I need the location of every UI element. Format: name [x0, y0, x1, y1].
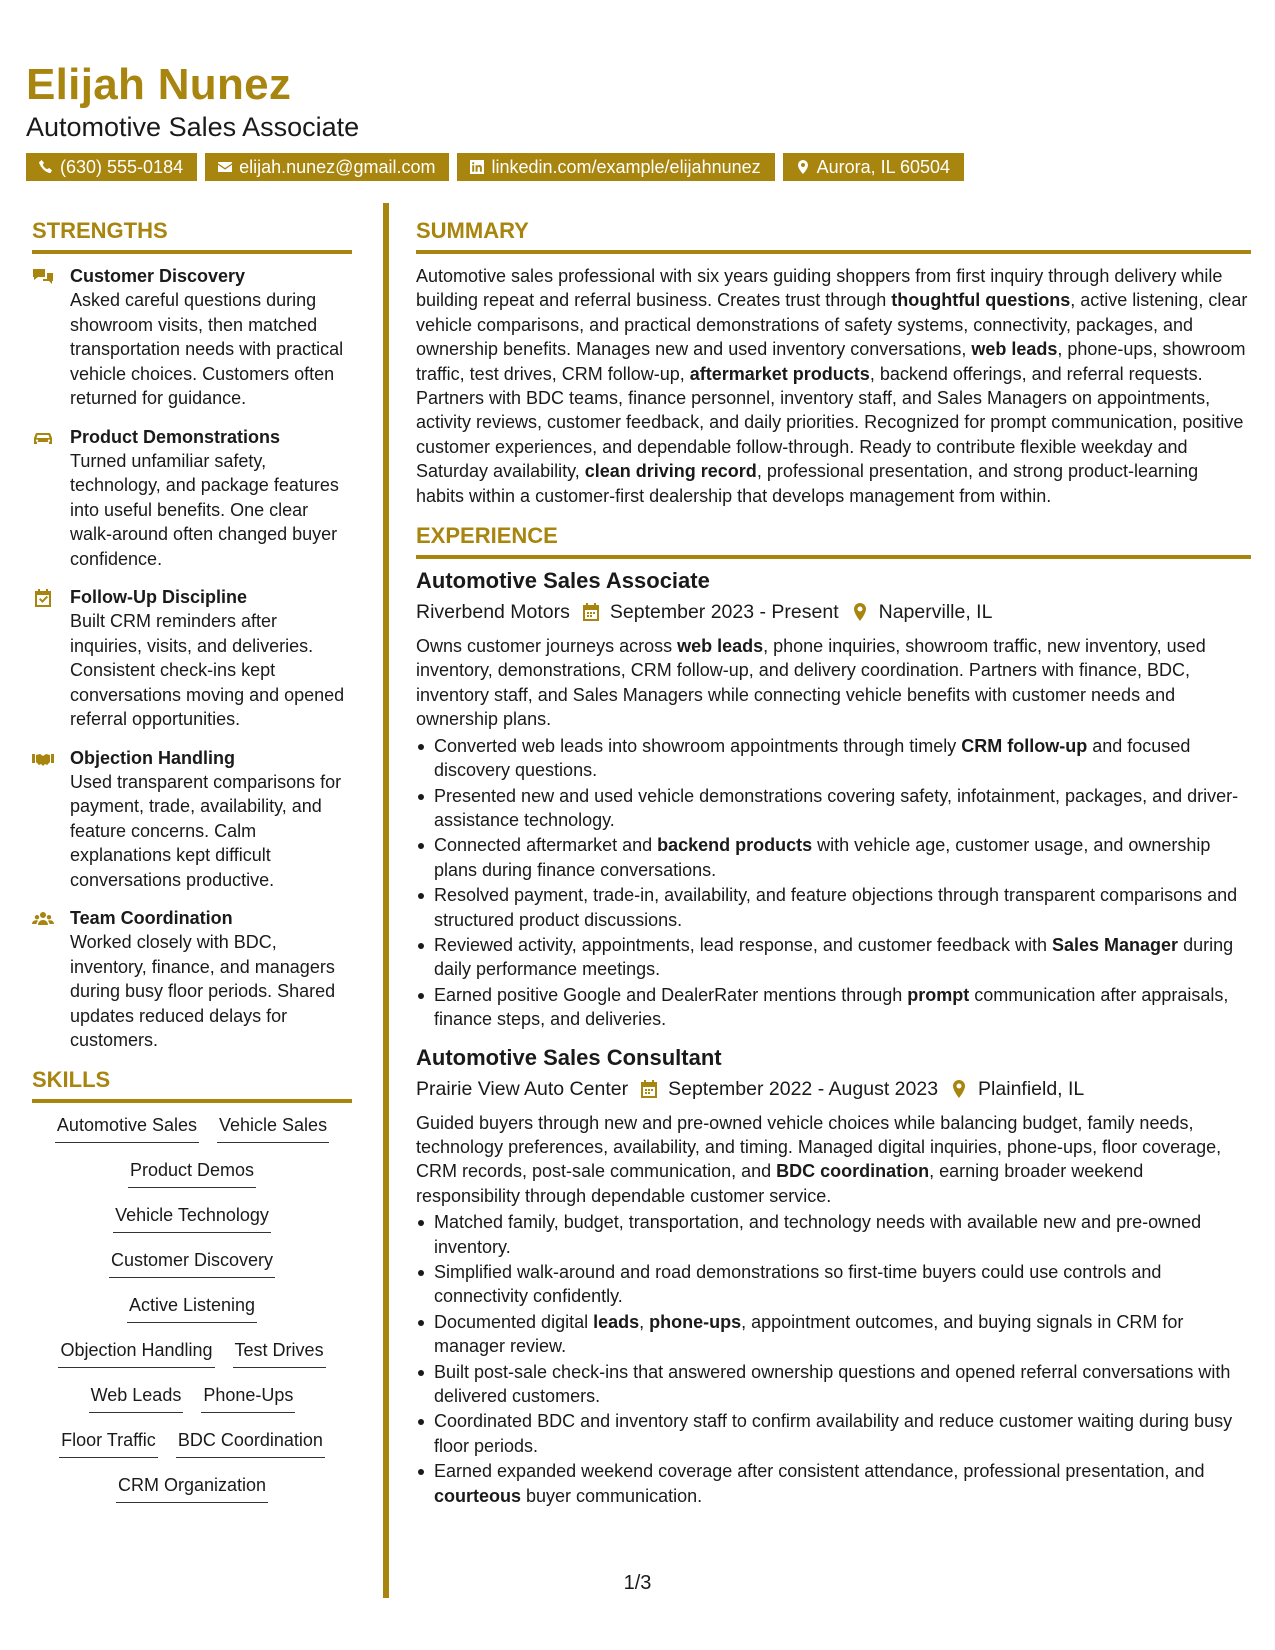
job-bullets	[416, 1210, 1251, 1508]
text-run: buyer communication.	[521, 1485, 703, 1506]
bullet-item	[416, 1409, 1251, 1458]
bullet-item	[416, 734, 1251, 783]
job-company: Prairie View Auto Center	[416, 1077, 629, 1100]
skill-tag: Customer Discovery	[109, 1248, 275, 1278]
skill-row	[32, 1158, 352, 1203]
job-description	[416, 634, 1251, 732]
bold-text: CRM follow-up	[961, 735, 1088, 756]
column-divider	[383, 203, 389, 1598]
skill-tag: Web Leads	[89, 1383, 184, 1413]
skill-row	[32, 1203, 352, 1248]
strength-title: Follow-Up Discipline	[70, 587, 248, 607]
job-company: Riverbend Motors	[416, 601, 570, 624]
bold-text: thoughtful questions	[891, 290, 1071, 311]
bold-text: aftermarket products	[689, 363, 870, 384]
text-run: Guided buyers through new and pre-owned vehicle choices while balancing budget, family needs, technology preferences, availability, and timing. Managed digital inquiries, phone-ups, floor coverage, CRM records, post-sale communication, and	[416, 1112, 1222, 1182]
resume-name: Elijah Nunez	[26, 60, 292, 109]
skill-tag: Automotive Sales	[55, 1113, 199, 1143]
contact-email-text: elijah.nunez@gmail.com	[239, 156, 436, 177]
strength-item	[32, 906, 352, 1053]
strength-desc: Turned unfamiliar safety, technology, and package features into useful benefits. One clear walk-around often changed buyer confidence.	[70, 450, 339, 569]
bullet-item	[416, 983, 1251, 1032]
bullet-item	[416, 1360, 1251, 1409]
bold-text: courteous	[434, 1485, 522, 1506]
contact-phone-text: (630) 555-0184	[60, 156, 184, 177]
chat-bubbles-icon	[32, 267, 54, 287]
skill-row	[32, 1338, 352, 1383]
text-run: Presented new and used vehicle demonstrations covering safety, infotainment, packages, and driver-assistance technology.	[434, 785, 1239, 830]
text-run: Resolved payment, trade-in, availability, and feature objections through transparent comparisons and structured product discussions.	[434, 885, 1238, 930]
text-run: Matched family, budget, transportation, and technology needs with available new and pre-owned inventory.	[434, 1212, 1202, 1257]
contact-location-text: Aurora, IL 60504	[816, 156, 951, 177]
skill-tag: Test Drives	[233, 1338, 326, 1368]
text-run: Automotive sales professional with six years guiding shoppers from first inquiry through delivery while building repeat and referral business. Creates trust through	[416, 266, 1223, 311]
skills-list	[32, 1113, 352, 1518]
job-description	[416, 1111, 1251, 1209]
text-run: Simplified walk-around and road demonstrations so first-time buyers could use controls and connectivity confidently.	[434, 1262, 1162, 1307]
strength-item	[32, 264, 352, 411]
job-title: Automotive Sales Associate	[416, 568, 710, 594]
strength-desc: Used transparent comparisons for payment, trade, availability, and feature concerns. Calm explanations kept difficult conversations productive.	[70, 771, 342, 890]
bullet-item	[416, 883, 1251, 932]
text-run: , phone inquiries, showroom traffic, new inventory, used inventory, demonstrations, CRM follow-up, and delivery coordination. Partners with finance, BDC, inventory staff, and Sales Managers while connecting vehicle benefits with customer needs and ownership plans.	[416, 636, 1206, 730]
bold-text: BDC coordination	[776, 1161, 930, 1182]
left-column	[32, 218, 352, 1518]
strength-item	[32, 425, 352, 572]
map-pin-icon	[795, 159, 811, 175]
job-dates: September 2022 - August 2023	[668, 1077, 939, 1100]
skill-row	[32, 1113, 352, 1158]
text-run: with vehicle age, customer usage, and ownership plans during finance conversations.	[434, 835, 1211, 880]
bullet-item	[416, 1310, 1251, 1359]
bullet-item	[416, 1210, 1251, 1259]
calendar-check-icon	[32, 588, 54, 608]
text-run: Documented digital	[434, 1311, 594, 1332]
page-number: 1/3	[623, 1572, 652, 1594]
skill-row	[32, 1248, 352, 1293]
contact-bar	[26, 153, 964, 181]
skill-row	[32, 1383, 352, 1428]
strength-title: Product Demonstrations	[70, 426, 281, 447]
calendar-icon	[640, 1079, 658, 1099]
text-run: , active listening, clear vehicle comparisons, and practical demonstrations of safety systems, connectivity, packages, and ownership benefits. Manages new and used inventory conversations,	[416, 290, 1248, 360]
strength-item	[32, 585, 352, 732]
skill-row	[32, 1428, 352, 1473]
bullet-item	[416, 1260, 1251, 1309]
skill-tag: CRM Organization	[116, 1473, 268, 1503]
text-run: Converted web leads into showroom appointments through timely	[434, 735, 962, 756]
phone-icon	[38, 159, 54, 175]
text-run: , professional presentation, and strong product-learning habits within a customer-first dealership that develops management from within.	[416, 461, 1199, 506]
bullet-item	[416, 1459, 1251, 1508]
linkedin-icon	[469, 159, 485, 175]
map-pin-icon	[851, 602, 869, 622]
contact-linkedin[interactable]	[457, 153, 774, 181]
text-run: Coordinated BDC and inventory staff to confirm availability and reduce customer waiting during busy floor periods.	[434, 1411, 1233, 1456]
users-icon	[32, 909, 54, 929]
skill-tag: Phone-Ups	[201, 1383, 295, 1413]
skill-tag: Floor Traffic	[59, 1428, 158, 1458]
text-run: , appointment outcomes, and buying signals in CRM for manager review.	[434, 1311, 1184, 1357]
job-entry	[416, 567, 1251, 1032]
skill-tag: Product Demos	[128, 1158, 256, 1188]
job-location: Plainfield, IL	[978, 1077, 1085, 1100]
job-entry	[416, 1044, 1251, 1509]
text-run: Owns customer journeys across	[416, 636, 678, 657]
text-run: and focused discovery questions.	[434, 735, 1191, 781]
map-pin-icon	[950, 1079, 968, 1099]
summary-heading: SUMMARY	[416, 218, 1251, 254]
text-run: , backend offerings, and referral requests. Partners with BDC teams, finance personnel, inventory staff, and Sales Managers on appointments, activity reviews, customer feedback, and daily priorities. Recognized for prompt communication, positive customer experiences, and dependable follow-through. Ready to contribute flexible weekday and Saturday availability,	[416, 363, 1244, 482]
text-run: , earning broader weekend responsibility through dependable customer service.	[416, 1161, 1144, 1206]
strength-title: Customer Discovery	[70, 266, 246, 286]
strength-desc: Asked careful questions during showroom visits, then matched transportation needs with practical vehicle choices. Customers often returned for guidance.	[70, 290, 344, 408]
text-run: , phone-ups, showroom traffic, test drives, CRM follow-up,	[416, 339, 1246, 384]
text-run: during daily performance meetings.	[434, 934, 1234, 980]
skill-tag: Vehicle Technology	[113, 1203, 271, 1233]
strengths-heading: STRENGTHS	[32, 218, 352, 254]
bold-text: web leads	[971, 339, 1058, 360]
bold-text: backend products	[657, 835, 813, 856]
contact-location[interactable]	[783, 153, 964, 181]
skill-row	[32, 1293, 352, 1338]
contact-linkedin-text: linkedin.com/example/elijahnunez	[491, 156, 761, 177]
right-column	[416, 218, 1251, 1520]
car-icon	[32, 428, 54, 448]
text-run: Earned positive Google and DealerRater mentions through	[434, 984, 908, 1005]
handshake-icon	[32, 749, 54, 769]
bold-text: web leads	[677, 636, 764, 657]
strength-desc: Built CRM reminders after inquiries, visits, and deliveries. Consistent check-ins kept conversations moving and opened referral opportunities.	[70, 611, 345, 729]
text-run: Earned expanded weekend coverage after consistent attendance, professional presentation, and	[434, 1461, 1205, 1482]
calendar-icon	[582, 602, 600, 622]
job-location: Naperville, IL	[878, 601, 993, 624]
experience-heading: EXPERIENCE	[416, 523, 1251, 559]
bullet-item	[416, 784, 1251, 833]
job-dates: September 2023 - Present	[609, 601, 839, 624]
envelope-icon	[217, 159, 233, 175]
skills-heading: SKILLS	[32, 1067, 352, 1103]
bold-text: prompt	[907, 984, 970, 1005]
contact-email[interactable]	[205, 153, 449, 181]
bold-text: clean driving record	[584, 461, 757, 482]
bold-text: Sales Manager	[1052, 934, 1179, 955]
skill-row	[32, 1473, 352, 1518]
text-run: ,	[639, 1311, 650, 1332]
strength-desc: Worked closely with BDC, inventory, finance, and managers during busy floor periods. Shared updates reduced delays for customers.	[70, 932, 336, 1050]
contact-phone[interactable]	[26, 153, 197, 181]
bold-text: phone-ups	[649, 1311, 742, 1332]
summary-text	[416, 264, 1251, 508]
job-meta	[416, 1075, 1251, 1103]
text-run: communication after appraisals, finance steps, and deliveries.	[434, 984, 1229, 1030]
job-meta	[416, 598, 1251, 626]
job-bullets	[416, 734, 1251, 1032]
skill-tag: BDC Coordination	[176, 1428, 325, 1458]
bullet-item	[416, 833, 1251, 882]
skill-tag: Objection Handling	[58, 1338, 214, 1368]
bold-text: leads	[593, 1311, 640, 1332]
strength-title: Team Coordination	[70, 908, 233, 928]
bullet-item	[416, 933, 1251, 982]
text-run: Built post-sale check-ins that answered ownership questions and opened referral conversations with delivered customers.	[434, 1361, 1231, 1407]
skill-tag: Active Listening	[127, 1293, 257, 1323]
resume-role: Automotive Sales Associate	[26, 112, 360, 142]
text-run: Reviewed activity, appointments, lead response, and customer feedback with	[434, 934, 1052, 955]
strength-title: Objection Handling	[70, 747, 235, 768]
job-title: Automotive Sales Consultant	[416, 1044, 722, 1070]
text-run: Connected aftermarket and	[434, 835, 658, 856]
skill-tag: Vehicle Sales	[217, 1113, 329, 1143]
strength-item	[32, 746, 352, 893]
